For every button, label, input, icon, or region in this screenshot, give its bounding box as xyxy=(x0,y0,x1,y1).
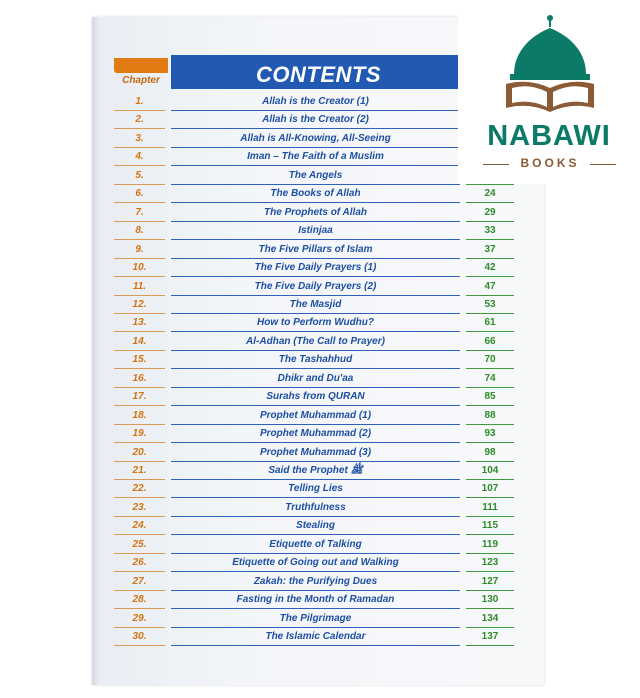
chapter-title: Al-Adhan (The Call to Prayer) xyxy=(171,334,460,351)
page-number: 74 xyxy=(466,371,514,388)
logo-divider-left xyxy=(483,164,509,165)
chapter-title: Truthfulness xyxy=(171,500,460,517)
chapter-number: 9. xyxy=(114,242,165,259)
page-number: 42 xyxy=(466,260,514,277)
page-number: 88 xyxy=(466,408,514,425)
chapter-title: Surahs from QURAN xyxy=(171,389,460,406)
page-number: 33 xyxy=(466,223,514,240)
logo-divider-right xyxy=(590,164,616,165)
chapter-title: The Pilgrimage xyxy=(171,611,460,628)
chapter-number: 3. xyxy=(114,131,165,148)
chapter-title: The Angels xyxy=(171,168,460,185)
chapter-number: 25. xyxy=(114,537,165,554)
chapter-number: 5. xyxy=(114,168,165,185)
page-number: 70 xyxy=(466,352,514,369)
page-number: 127 xyxy=(466,574,514,591)
page-number: 111 xyxy=(466,500,514,517)
chapter-title: Allah is All-Knowing, All-Seeing xyxy=(171,131,460,148)
chapter-title: How to Perform Wudhu? xyxy=(171,315,460,332)
chapter-title: Prophet Muhammad (1) xyxy=(171,408,460,425)
chapter-number: 23. xyxy=(114,500,165,517)
page-number: 134 xyxy=(466,611,514,628)
chapter-title: The Books of Allah xyxy=(171,186,460,203)
chapter-number: 14. xyxy=(114,334,165,351)
page-number: 37 xyxy=(466,242,514,259)
chapter-number: 11. xyxy=(114,279,165,296)
chapter-number: 2. xyxy=(114,112,165,129)
chapter-title: The Prophets of Allah xyxy=(171,205,460,222)
chapter-title: Dhikr and Du'aa xyxy=(171,371,460,388)
chapter-title: Iman – The Faith of a Muslim xyxy=(171,149,460,166)
chapter-number: 1. xyxy=(114,94,165,111)
chapter-number: 13. xyxy=(114,315,165,332)
chapter-title: Prophet Muhammad (3) xyxy=(171,445,460,462)
chapter-title: Fasting in the Month of Ramadan xyxy=(171,592,460,609)
page-number: 61 xyxy=(466,315,514,332)
chapter-title: Istinjaa xyxy=(171,223,460,240)
contents-title: CONTENTS xyxy=(256,62,381,87)
chapter-title: Stealing xyxy=(171,518,460,535)
chapter-number: 15. xyxy=(114,352,165,369)
chapter-column-label: Chapter xyxy=(122,75,160,86)
chapter-title: Etiquette of Going out and Walking xyxy=(171,555,460,572)
page-number: 53 xyxy=(466,297,514,314)
chapter-title: The Five Pillars of Islam xyxy=(171,242,460,259)
chapter-number: 21. xyxy=(114,463,165,480)
chapter-number: 17. xyxy=(114,389,165,406)
page-number: 115 xyxy=(466,518,514,535)
page-number: 93 xyxy=(466,426,514,443)
chapter-number: 16. xyxy=(114,371,165,388)
chapter-number: 4. xyxy=(114,149,165,166)
page-number: 104 xyxy=(466,463,514,480)
chapter-number: 20. xyxy=(114,445,165,462)
chapter-number: 18. xyxy=(114,408,165,425)
chapter-header-tab xyxy=(114,58,168,73)
chapter-title: The Masjid xyxy=(171,297,460,314)
page-number: 29 xyxy=(466,205,514,222)
chapter-number: 28. xyxy=(114,592,165,609)
page-number: 119 xyxy=(466,537,514,554)
chapter-title: Zakah: the Purifying Dues xyxy=(171,574,460,591)
chapter-title: The Tashahhud xyxy=(171,352,460,369)
chapter-number: 24. xyxy=(114,518,165,535)
chapter-title: Allah is the Creator (2) xyxy=(171,112,460,129)
page-number: 130 xyxy=(466,592,514,609)
chapter-number: 26. xyxy=(114,555,165,572)
chapter-title: The Five Daily Prayers (2) xyxy=(171,279,460,296)
page-number: 123 xyxy=(466,555,514,572)
chapter-title: Telling Lies xyxy=(171,481,460,498)
dome-book-icon xyxy=(500,12,600,118)
chapter-number: 22. xyxy=(114,481,165,498)
chapter-number: 27. xyxy=(114,574,165,591)
chapter-number: 6. xyxy=(114,186,165,203)
page-number: 137 xyxy=(466,629,514,646)
page-number: 66 xyxy=(466,334,514,351)
chapter-number: 19. xyxy=(114,426,165,443)
page-number: 85 xyxy=(466,389,514,406)
chapter-number: 10. xyxy=(114,260,165,277)
chapter-number: 30. xyxy=(114,629,165,646)
chapter-title: The Islamic Calendar xyxy=(171,629,460,646)
logo-subtitle: BOOKS xyxy=(520,156,580,170)
chapter-number: 7. xyxy=(114,205,165,222)
page-number: 47 xyxy=(466,279,514,296)
chapter-title: Said the Prophet ﷺ xyxy=(171,463,460,480)
page-number: 24 xyxy=(466,186,514,203)
chapter-title: The Five Daily Prayers (1) xyxy=(171,260,460,277)
page-number: 98 xyxy=(466,445,514,462)
chapter-number: 29. xyxy=(114,611,165,628)
logo-name: NABAWI xyxy=(487,120,611,152)
chapter-title: Allah is the Creator (1) xyxy=(171,94,460,111)
chapter-title: Etiquette of Talking xyxy=(171,537,460,554)
page-number: 107 xyxy=(466,481,514,498)
chapter-number: 12. xyxy=(114,297,165,314)
chapter-number: 8. xyxy=(114,223,165,240)
chapter-title: Prophet Muhammad (2) xyxy=(171,426,460,443)
